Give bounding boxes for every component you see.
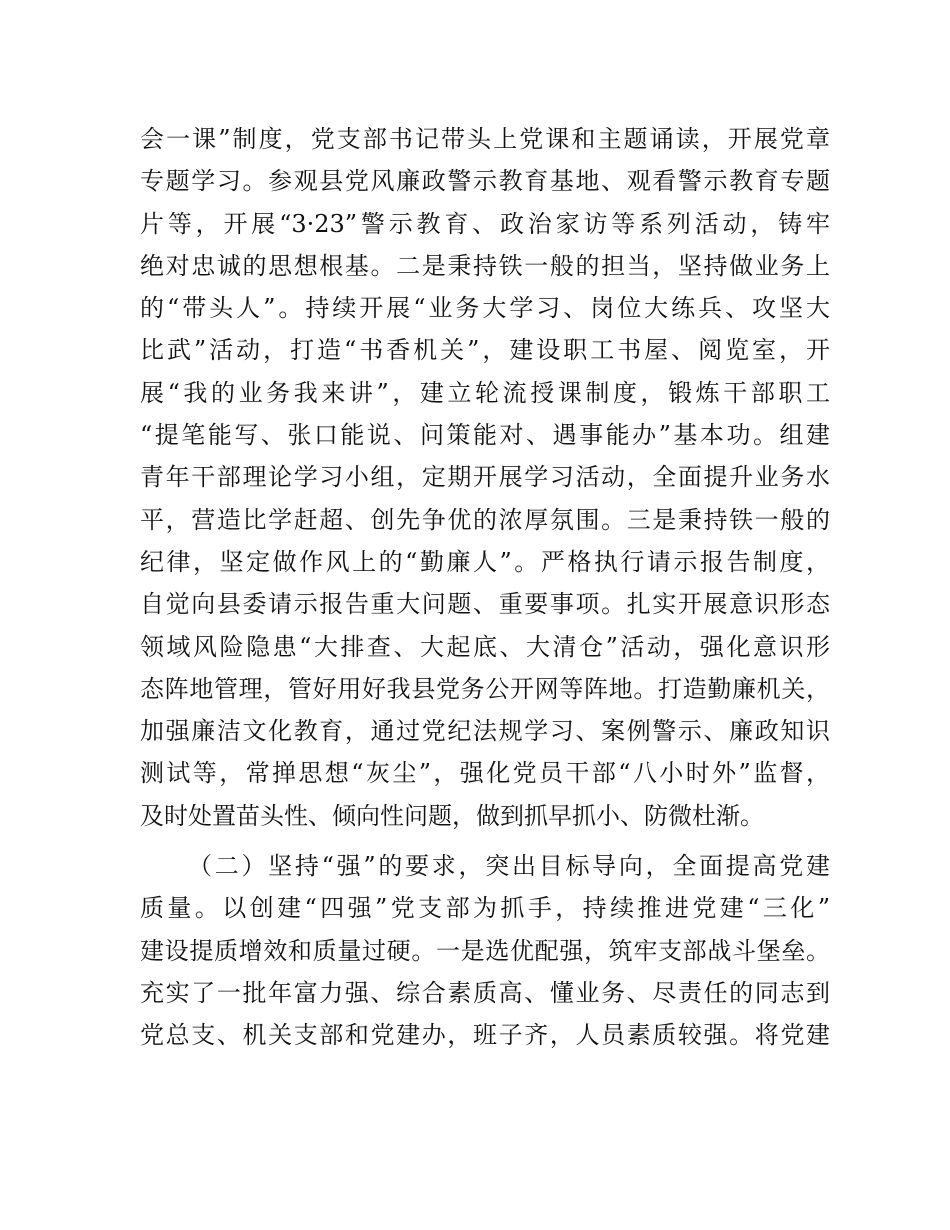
text-line: 自觉向县委请示报告重大问题、重要事项。扎实开展意识形态 <box>140 590 830 619</box>
text-line: 片等，开展“3·23”警示教育、政治家访等系列活动，铸牢 <box>140 209 830 238</box>
document-body <box>140 118 830 1057</box>
text-line: 测试等，常掸思想“灰尘”，强化党员干部“八小时外”监督， <box>140 759 830 788</box>
section-heading-line: （二）坚持“强”的要求，突出目标导向，全面提高党建 <box>188 852 830 881</box>
text-line: 及时处置苗头性、倾向性问题，做到抓早抓小、防微杜渐。 <box>140 801 764 830</box>
text-line: 展“我的业务我来讲”，建立轮流授课制度，锻炼干部职工 <box>140 378 830 407</box>
text-line: 专题学习。参观县党风廉政警示教育基地、观看警示教育专题 <box>140 167 830 196</box>
paragraph-party-discipline <box>140 118 830 837</box>
text-line: 青年干部理论学习小组，定期开展学习活动，全面提升业务水 <box>140 463 830 492</box>
text-line: 纪律，坚定做作风上的“勤廉人”。严格执行请示报告制度， <box>140 547 830 576</box>
text-line: 领域风险隐患“大排查、大起底、大清仓”活动，强化意识形 <box>140 632 830 661</box>
text-line: 绝对忠诚的思想根基。二是秉持铁一般的担当，坚持做业务上 <box>140 251 830 280</box>
text-line: 加强廉洁文化教育，通过党纪法规学习、案例警示、廉政知识 <box>140 717 830 746</box>
text-line: 态阵地管理，管好用好我县党务公开网等阵地。打造勤廉机关， <box>140 674 830 703</box>
paragraph-section-two <box>140 845 830 1056</box>
text-line: 党总支、机关支部和党建办，班子齐，人员素质较强。将党建 <box>140 1021 830 1050</box>
text-line: 比武”活动，打造“书香机关”，建设职工书屋、阅览室，开 <box>140 336 830 365</box>
paragraph-spacer <box>140 837 830 845</box>
text-line: 建设提质增效和质量过硬。一是选优配强，筑牢支部战斗堡垒。 <box>140 936 830 965</box>
text-line: 充实了一批年富力强、综合素质高、懂业务、尽责任的同志到 <box>140 978 830 1007</box>
text-line: “提笔能写、张口能说、问策能对、遇事能办”基本功。组建 <box>140 421 830 450</box>
text-line: 会一课”制度，党支部书记带头上党课和主题诵读，开展党章 <box>140 125 830 153</box>
text-line: 平，营造比学赶超、创先争优的浓厚氛围。三是秉持铁一般的 <box>140 505 830 534</box>
text-line: 质量。以创建“四强”党支部为抓手，持续推进党建“三化” <box>140 894 830 923</box>
text-line: 的“带头人”。持续开展“业务大学习、岗位大练兵、攻坚大 <box>140 294 830 323</box>
